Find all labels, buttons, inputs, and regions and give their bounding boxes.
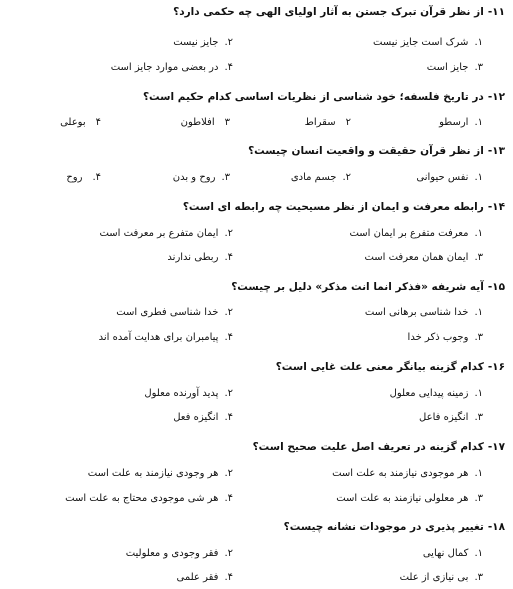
question-11 <box>173 6 505 18</box>
question-text: کدام گزینه در تعریف اصل علیت صحیح است؟ <box>252 441 484 453</box>
option-15-4[interactable]: ۴.پیامبران برای هدایت آمده اند <box>98 332 233 343</box>
question-text: از نظر قرآن حقیقت و واقعیت انسان چیست؟ <box>248 145 484 157</box>
option-12-4[interactable]: ۴بوعلی <box>60 117 101 128</box>
option-16-1[interactable]: ۱.زمینه پیدایی معلول <box>389 388 483 399</box>
option-11-3[interactable]: ۳.جایز است <box>426 62 483 73</box>
question-text: تغییر پذیری در موجودات نشانه چیست؟ <box>283 521 484 533</box>
question-number: ۱۱- <box>487 6 505 18</box>
option-13-4[interactable]: ۴.روح <box>66 172 101 183</box>
option-14-1[interactable]: ۱.معرفت متفرع بر ایمان است <box>349 228 483 239</box>
question-text: از نظر قرآن تبرک جستن به آثار اولیای الهی چه حکمی دارد؟ <box>173 6 484 18</box>
question-number: ۱۷- <box>487 441 505 453</box>
option-12-2[interactable]: ۲سقراط <box>304 117 351 128</box>
question-18 <box>284 521 505 533</box>
option-18-3[interactable]: ۳.بی نیازی از علت <box>399 572 483 583</box>
option-18-4[interactable]: ۴.فقر علمی <box>176 572 233 583</box>
question-text: کدام گزینه بیانگر معنی علت غایی است؟ <box>275 361 484 373</box>
option-17-3[interactable]: ۳.هر معلولی نیازمند به علت است <box>336 493 483 504</box>
question-16 <box>276 361 505 373</box>
option-16-4[interactable]: ۴.انگیزه فعل <box>173 412 233 423</box>
question-text: رابطه معرفت و ایمان از نظر مسیحیت چه رابطه ای است؟ <box>182 201 484 213</box>
option-11-4[interactable]: ۴.در بعضی موارد جایز است <box>110 62 233 73</box>
option-12-1[interactable]: ۱.ارسطو <box>439 117 483 128</box>
question-15 <box>231 281 505 293</box>
question-number: ۱۵- <box>487 281 505 293</box>
question-number: ۱۶- <box>487 361 505 373</box>
option-15-2[interactable]: ۲.خدا شناسی فطری است <box>116 307 233 318</box>
option-13-3[interactable]: ۳.روح و بدن <box>172 172 230 183</box>
question-14 <box>183 201 505 213</box>
option-13-1[interactable]: ۱.نفس حیوانی <box>416 172 483 183</box>
option-18-2[interactable]: ۲.فقر وجودی و معلولیت <box>125 548 233 559</box>
option-16-2[interactable]: ۲.پدید آورنده معلول <box>144 388 233 399</box>
option-11-1[interactable]: ۱.شرک است جایز نیست <box>373 37 483 48</box>
question-13 <box>248 145 505 157</box>
option-15-3[interactable]: ۳.وجوب ذکر خدا <box>407 332 483 343</box>
option-11-2[interactable]: ۲.جایز نیست <box>173 37 233 48</box>
question-12 <box>143 91 505 103</box>
question-number: ۱۴- <box>487 201 505 213</box>
option-17-2[interactable]: ۲.هر وجودی نیازمند به علت است <box>87 468 233 479</box>
option-13-2[interactable]: ۲.جسم مادی <box>290 172 351 183</box>
option-16-3[interactable]: ۳.انگیزه فاعل <box>419 412 483 423</box>
option-15-1[interactable]: ۱.خدا شناسی برهانی است <box>364 307 483 318</box>
option-14-3[interactable]: ۳.ایمان همان معرفت است <box>364 252 483 263</box>
option-18-1[interactable]: ۱.کمال نهایی <box>422 548 483 559</box>
option-12-3[interactable]: ۳افلاطون <box>180 117 230 128</box>
question-number: ۱۳- <box>487 145 505 157</box>
question-text: آیه شریفه «فذکر انما انت مذکر» دلیل بر چیست؟ <box>231 281 484 293</box>
question-number: ۱۲- <box>487 91 505 103</box>
option-17-4[interactable]: ۴.هر شی موجودی محتاج به علت است <box>65 493 233 504</box>
option-14-4[interactable]: ۴.ربطی ندارند <box>167 252 233 263</box>
question-text: در تاریخ فلسفه؛ خود شناسی از نظریات اساسی کدام حکیم است؟ <box>142 91 484 103</box>
question-number: ۱۸- <box>487 521 505 533</box>
option-14-2[interactable]: ۲.ایمان متفرع بر معرفت است <box>99 228 233 239</box>
question-17 <box>253 441 505 453</box>
option-17-1[interactable]: ۱.هر موجودی نیازمند به علت است <box>332 468 483 479</box>
